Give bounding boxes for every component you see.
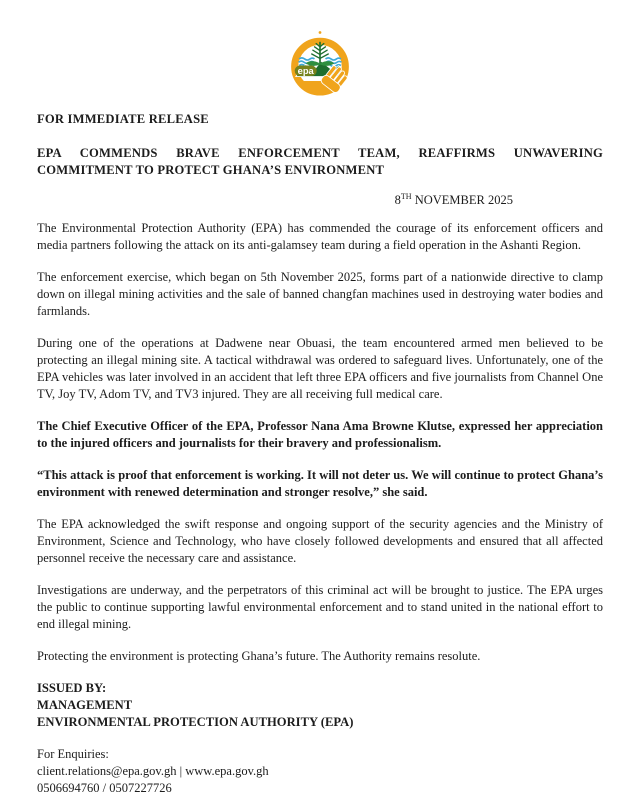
paragraph-2: The enforcement exercise, which began on 5th November 2025, forms part of a nationwide directive to clamp down on illegal mining activities and the sale of banned changfan machines used in destroying water bodies and farmlands. xyxy=(37,270,603,318)
issued-by-block xyxy=(37,680,603,731)
enquiries-phones: 0506694760 / 0507227726 xyxy=(37,781,172,795)
logo-top-dot xyxy=(319,31,322,34)
enquiries-contact: client.relations@epa.gov.gh | www.epa.gov.gh xyxy=(37,764,269,778)
date-rest: NOVEMBER 2025 xyxy=(411,193,513,207)
issued-by-authority: ENVIRONMENTAL PROTECTION AUTHORITY (EPA) xyxy=(37,715,354,729)
release-label: FOR IMMEDIATE RELEASE xyxy=(37,112,209,126)
enquiries-block xyxy=(37,746,603,797)
enquiries-label: For Enquiries: xyxy=(37,747,109,761)
date-ordinal: TH xyxy=(400,191,412,201)
epa-logo xyxy=(37,30,603,100)
headline: EPA COMMENDS BRAVE ENFORCEMENT TEAM, REAFFIRMS UNWAVERING COMMITMENT TO PROTECT GHANA’S ENVIRONMENT xyxy=(37,146,603,177)
epa-logo-icon xyxy=(287,30,353,100)
paragraph-4-ceo-statement: The Chief Executive Officer of the EPA, Professor Nana Ama Browne Klutse, expressed her appreciation to the injured officers and journalists for their bravery and professionalism. xyxy=(37,419,603,450)
paragraph-8-closing: Protecting the environment is protecting Ghana’s future. The Authority remains resolute. xyxy=(37,649,481,663)
paragraph-1: The Environmental Protection Authority (EPA) has commended the courage of its enforcement officers and media partners following the attack on its anti-galamsey team during a field operation in the Ashanti Region. xyxy=(37,221,603,252)
paragraph-7: Investigations are underway, and the perpetrators of this criminal act will be brought to justice. The EPA urges the public to continue supporting lawful environmental enforcement and to stand united in the national effort to end illegal mining. xyxy=(37,583,603,631)
issued-by-label: ISSUED BY: xyxy=(37,681,107,695)
issued-by-management: MANAGEMENT xyxy=(37,698,133,712)
paragraph-5-quote: “This attack is proof that enforcement is working. It will not deter us. We will continue to protect Ghana’s environment with renewed determination and stronger resolve,” she said. xyxy=(37,468,603,499)
paragraph-3: During one of the operations at Dadwene near Obuasi, the team encountered armed men believed to be protecting an illegal mining site. A tactical withdrawal was ordered to safeguard lives. Unfortunately, one of the EPA vehicles was later involved in an accident that left three EPA officers and five journalists from Channel One TV, Joy TV, Adom TV, and TV3 injured. They are all receiving full medical care. xyxy=(37,336,603,401)
date-line xyxy=(37,192,603,209)
logo-epa-text: epa xyxy=(297,65,314,76)
date-day: 8 xyxy=(394,193,401,207)
paragraph-6: The EPA acknowledged the swift response and ongoing support of the security agencies and the Ministry of Environment, Science and Technology, who have closely followed developments and ensured that all affected personnel receive the necessary care and assistance. xyxy=(37,517,603,565)
